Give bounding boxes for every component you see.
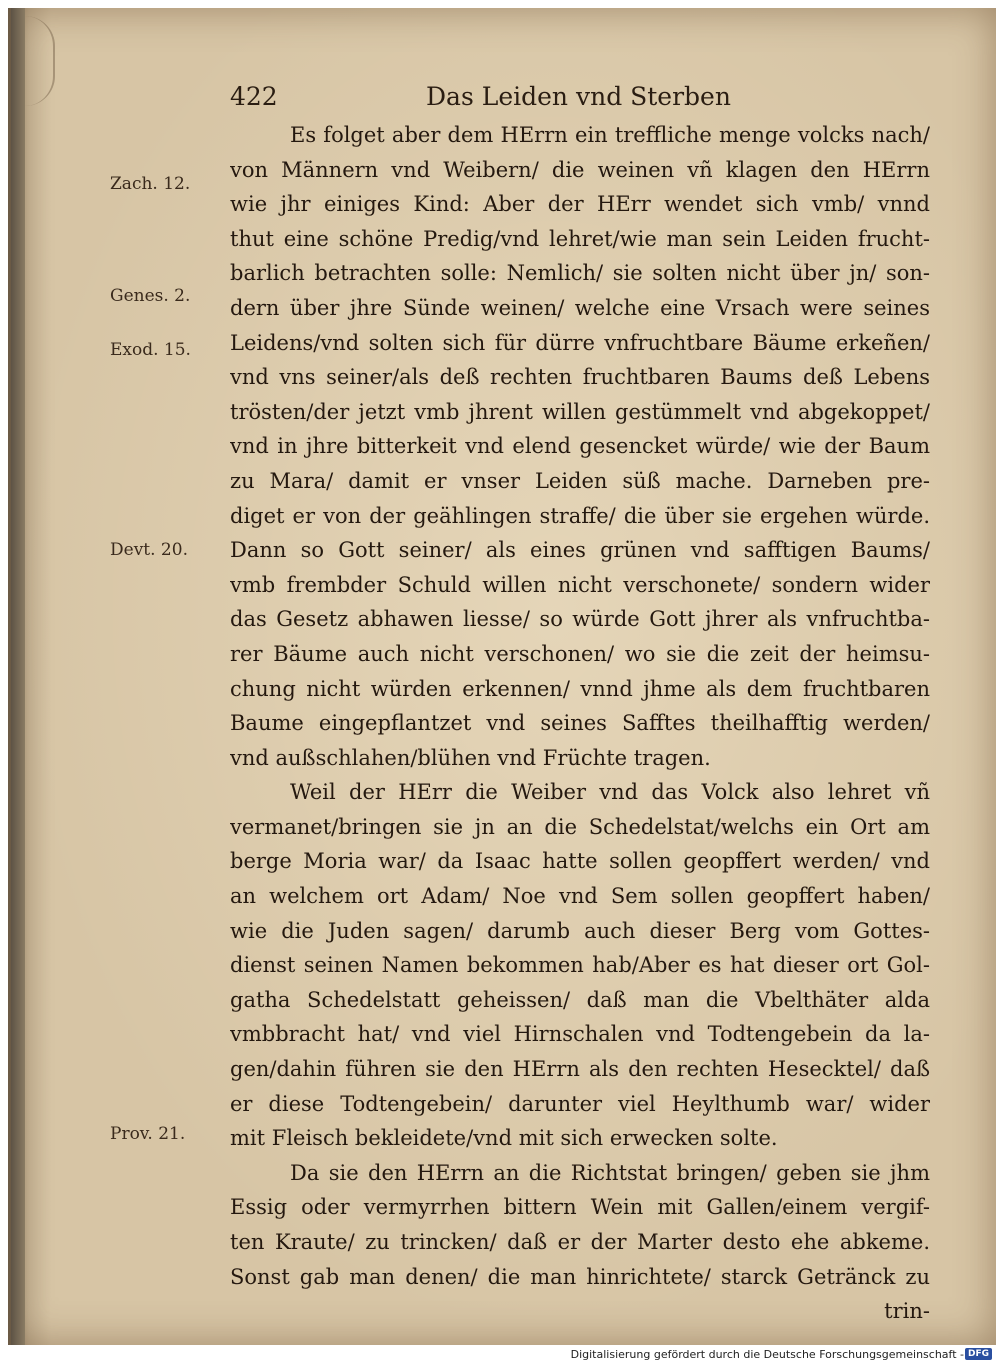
text-line: Da sie den HErrn an die Richtstat bringen/ geben sie jhm [290,1160,930,1185]
text-line: ten Kraute/ zu trincken/ daß er der Marter desto ehe abkeme. [230,1230,930,1254]
text-line: mit Fleisch bekleidete/vnd mit sich erwecken solte. [230,1126,778,1151]
text-line: dern über jhre Sünde weinen/ welche eine Vrsach were seines [230,295,930,320]
catchword: trin- [884,1299,930,1324]
text-line: thut eine schöne Predig/vnd lehret/wie man sein Leiden frucht- [230,226,930,251]
margin-note-zach: Zach. 12. [110,174,191,194]
text-line: vmb frembder Schuld willen nicht verschonete/ sondern wider [230,572,930,597]
text-line: Dann so Gott seiner/ als eines grünen vnd safftigen Baums/ [230,538,930,563]
text-line: vnd in jhre bitterkeit vnd elend gesencket würde/ wie der Baum [230,434,930,459]
text-line: chung nicht würden erkennen/ vnnd jhme als dem fruchtbaren [230,676,930,701]
text-line: Weil der HErr die Weiber vnd das Volck also lehret vñ [290,780,930,805]
text-line: an welchem ort Adam/ Noe vnd Sem sollen geopffert haben/ [230,884,930,909]
dfg-logo: DFG [965,1348,992,1360]
footer-credit: Digitalisierung gefördert durch die Deutsche Forschungsgemeinschaft - [570,1348,964,1361]
text-line: Leidens/vnd solten sich für dürre vnfruchtbare Bäume erkeñen/ [230,330,930,355]
text-line: Sonst gab man denen/ die man hinrichtete/ starck Getränck zu [230,1264,930,1289]
text-line: er diese Todtengebein/ darunter viel Heylthumb war/ wider [230,1091,930,1116]
text-line: gen/dahin führen sie den HErrn als den rechten Hesecktel/ daß [230,1057,930,1082]
text-line: vnd außschlahen/blühen vnd Früchte tragen. [230,745,711,770]
text-line: wie die Juden sagen/ darumb auch dieser Berg vom Gottes- [230,918,930,943]
text-line: gatha Schedelstatt geheissen/ daß man die Vbelthäter alda [230,987,930,1012]
text-line: rer Bäume auch nicht verschonen/ wo sie die zeit der heimsu- [230,641,930,666]
text-line: vmbbracht hat/ vnd viel Hirnschalen vnd Todtengebein da la- [230,1022,930,1047]
book-spine [11,8,25,1345]
text-line: barlich betrachten solle: Nemlich/ sie solten nicht über jn/ son- [230,261,930,286]
text-line: Baume eingepflantzet vnd seines Safftes theilhafftig werden/ [230,711,930,736]
text-line: berge Moria war/ da Isaac hatte sollen geopffert werden/ vnd [230,849,930,874]
text-line: wie jhr einiges Kind: Aber der HErr wendet sich vmb/ vnnd [230,192,930,217]
page-header [230,82,930,118]
running-head: Das Leiden vnd Sterben [426,82,731,111]
text-line: dienst seinen Namen bekommen hab/Aber es hat dieser ort Gol- [230,953,930,978]
text-line: von Männern vnd Weibern/ die weinen vñ klagen den HErrn [230,157,930,182]
text-line: Es folget aber dem HErrn ein treffliche menge volcks nach/ [290,123,930,147]
margin-note-prov: Prov. 21. [110,1124,186,1144]
margin-note-genes: Genes. 2. [110,286,191,306]
worn-corner [25,16,55,106]
text-line: diget er von der geählingen straffe/ die über sie ergehen würde. [230,503,930,528]
text-line: Essig oder vermyrrhen bittern Wein mit Gallen/einem vergif- [230,1195,930,1220]
text-line: vermanet/bringen sie jn an die Schedelstat/welchs ein Ort am [230,814,930,839]
text-line: zu Mara/ damit er vnser Leiden süß mache. Darneben pre- [230,468,930,493]
page-number: 422 [230,82,278,111]
margin-note-devt: Devt. 20. [110,540,188,560]
text-line: vnd vns seiner/als deß rechten fruchtbaren Baums deß Lebens [230,365,930,390]
body-text [230,118,930,1329]
margin-note-exod: Exod. 15. [110,340,191,360]
text-line: trösten/der jetzt vmb jhrent willen gestümmelt vnd abgekoppet/ [230,399,930,424]
text-line: das Gesetz abhawen liesse/ so würde Gott jhrer als vnfruchtba- [230,607,930,632]
